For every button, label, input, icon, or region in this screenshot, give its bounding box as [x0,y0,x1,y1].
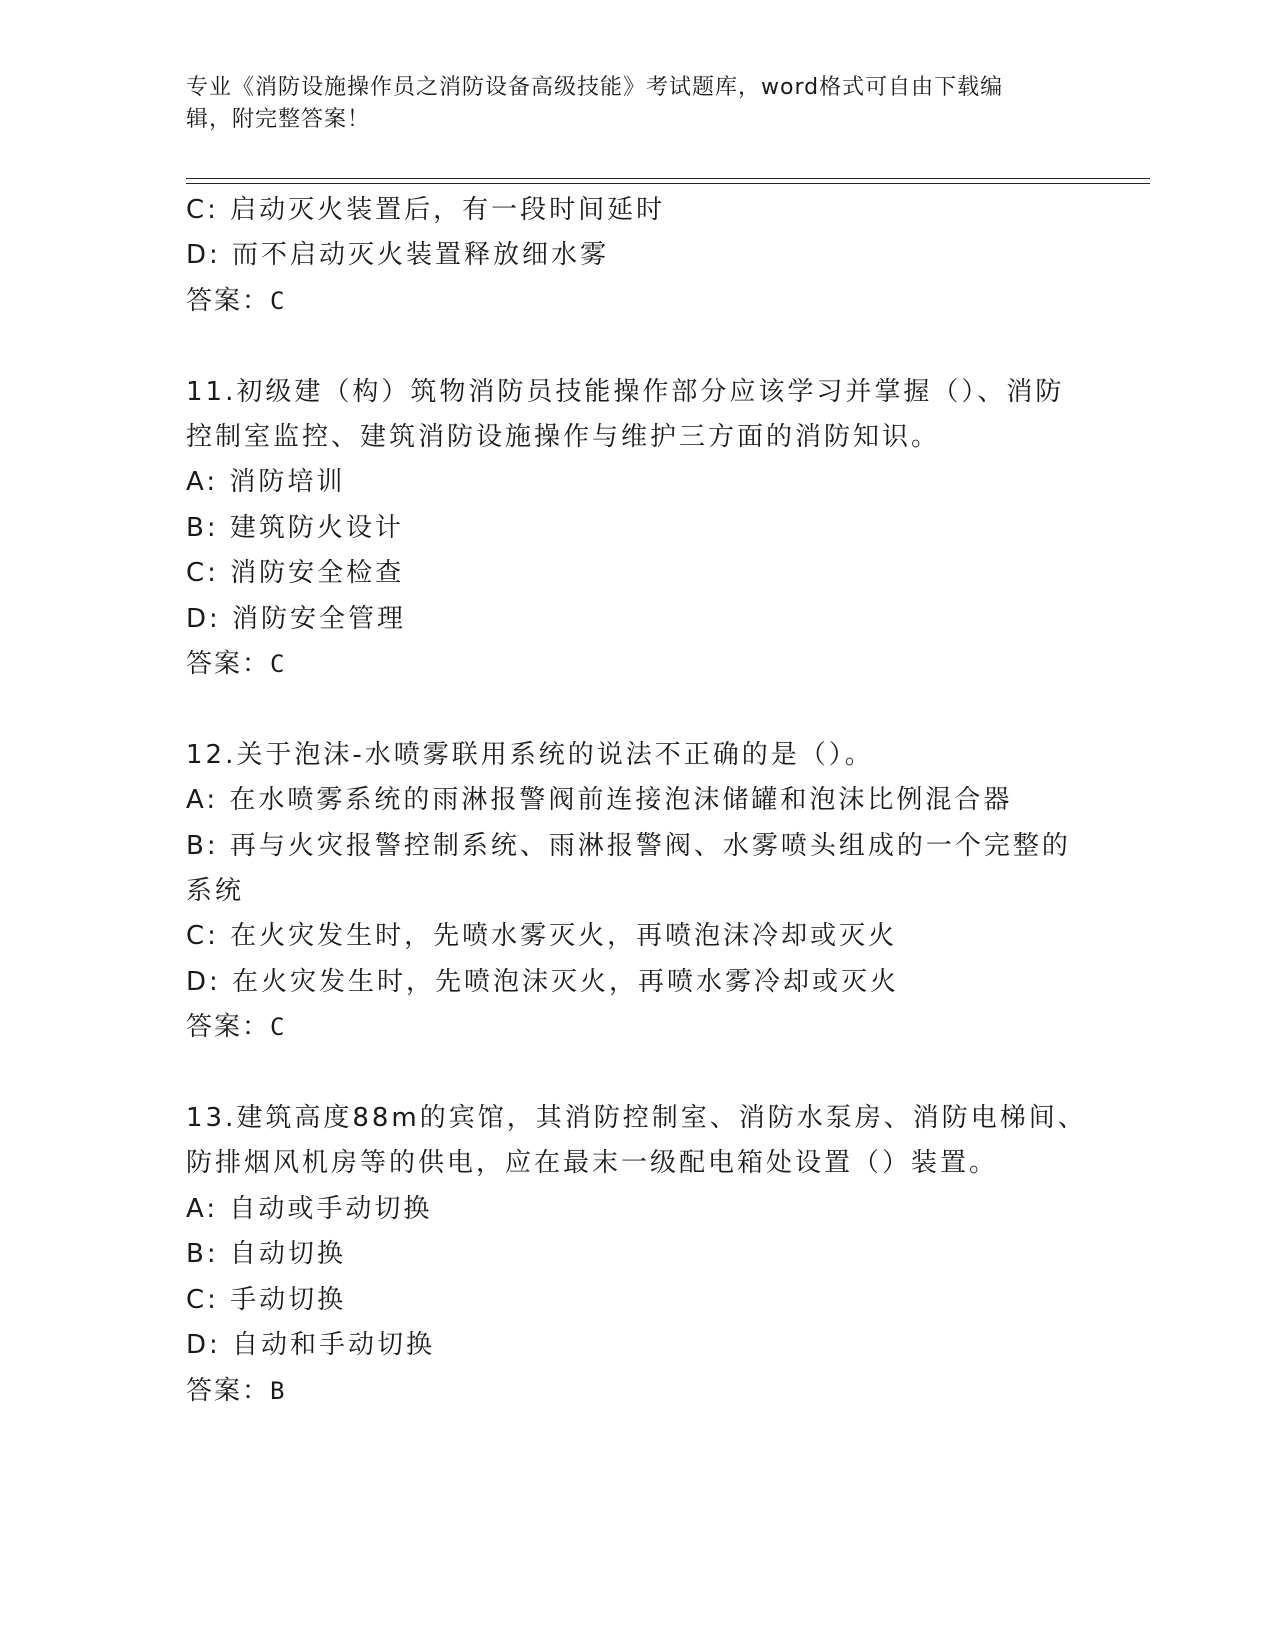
question-12 [186,733,1086,1051]
answer-value: C [270,1013,287,1042]
answer-label: 答案： [186,285,271,316]
option-b: B: 自动切换 [186,1239,346,1270]
option-d: D: 在火灾发生时，先喷泡沫灭火，再喷水雾冷却或灭火 [186,966,900,997]
option-a: A: 自动或手动切换 [186,1193,433,1224]
question-list [186,188,1086,1414]
option-b: B: 建筑防火设计 [186,512,404,543]
answer-value: C [270,286,287,315]
option-d: D: 自动和手动切换 [186,1330,436,1361]
document-header [186,72,1066,136]
answer-value: C [270,650,287,679]
option-c: C: 手动切换 [186,1284,347,1315]
previous-question-block [186,188,1086,324]
spacer [186,324,1086,369]
question-13 [186,1096,1086,1414]
header-title-line: 专业《消防设施操作员之消防设备高级技能》考试题库，word格式可自由下载编 [186,75,1004,100]
question-11 [186,370,1086,688]
answer-label: 答案： [186,1375,271,1406]
question-stem-line: 11.初级建（构）筑物消防员技能操作部分应该学习并掌握（）、消防 [186,376,1065,407]
answer-label: 答案： [186,649,271,680]
answer-value: B [270,1376,287,1405]
spacer [186,1051,1086,1096]
question-stem-line: 13.建筑高度88m的宾馆，其消防控制室、消防水泵房、消防电梯间、 [186,1103,1087,1134]
answer-line [186,1005,1086,1050]
option-b-continued: 系统 [186,876,245,907]
question-stem-line: 12.关于泡沫-水喷雾联用系统的说法不正确的是（）。 [186,739,874,770]
option-b: B: 再与火灾报警控制系统、雨淋报警阀、水雾喷头组成的一个完整的 [186,830,1071,861]
option-a: A: 在水喷雾系统的雨淋报警阀前连接泡沫储罐和泡沫比例混合器 [186,785,1013,816]
option-d: D: 消防安全管理 [186,603,407,634]
option-c: C: 消防安全检查 [186,558,405,589]
header-title-line: 辑，附完整答案！ [186,107,371,132]
spacer [186,687,1086,732]
answer-line [186,279,1086,324]
header-divider-top [186,178,1150,179]
option-a: A: 消防培训 [186,467,346,498]
answer-line [186,642,1086,687]
option-c: C: 启动灭火装置后，有一段时间延时 [186,195,666,225]
header-divider-bottom [186,183,1150,184]
option-c: C: 在火灾发生时，先喷水雾灭火，再喷泡沫冷却或灭火 [186,921,898,952]
option-d: D: 而不启动灭火装置释放细水雾 [186,240,610,271]
answer-label: 答案： [186,1012,271,1043]
question-stem-line: 防排烟风机房等的供电，应在最末一级配电箱处设置（）装置。 [186,1148,999,1179]
question-stem-line: 控制室监控、建筑消防设施操作与维护三方面的消防知识。 [186,422,941,453]
answer-line [186,1369,1086,1414]
